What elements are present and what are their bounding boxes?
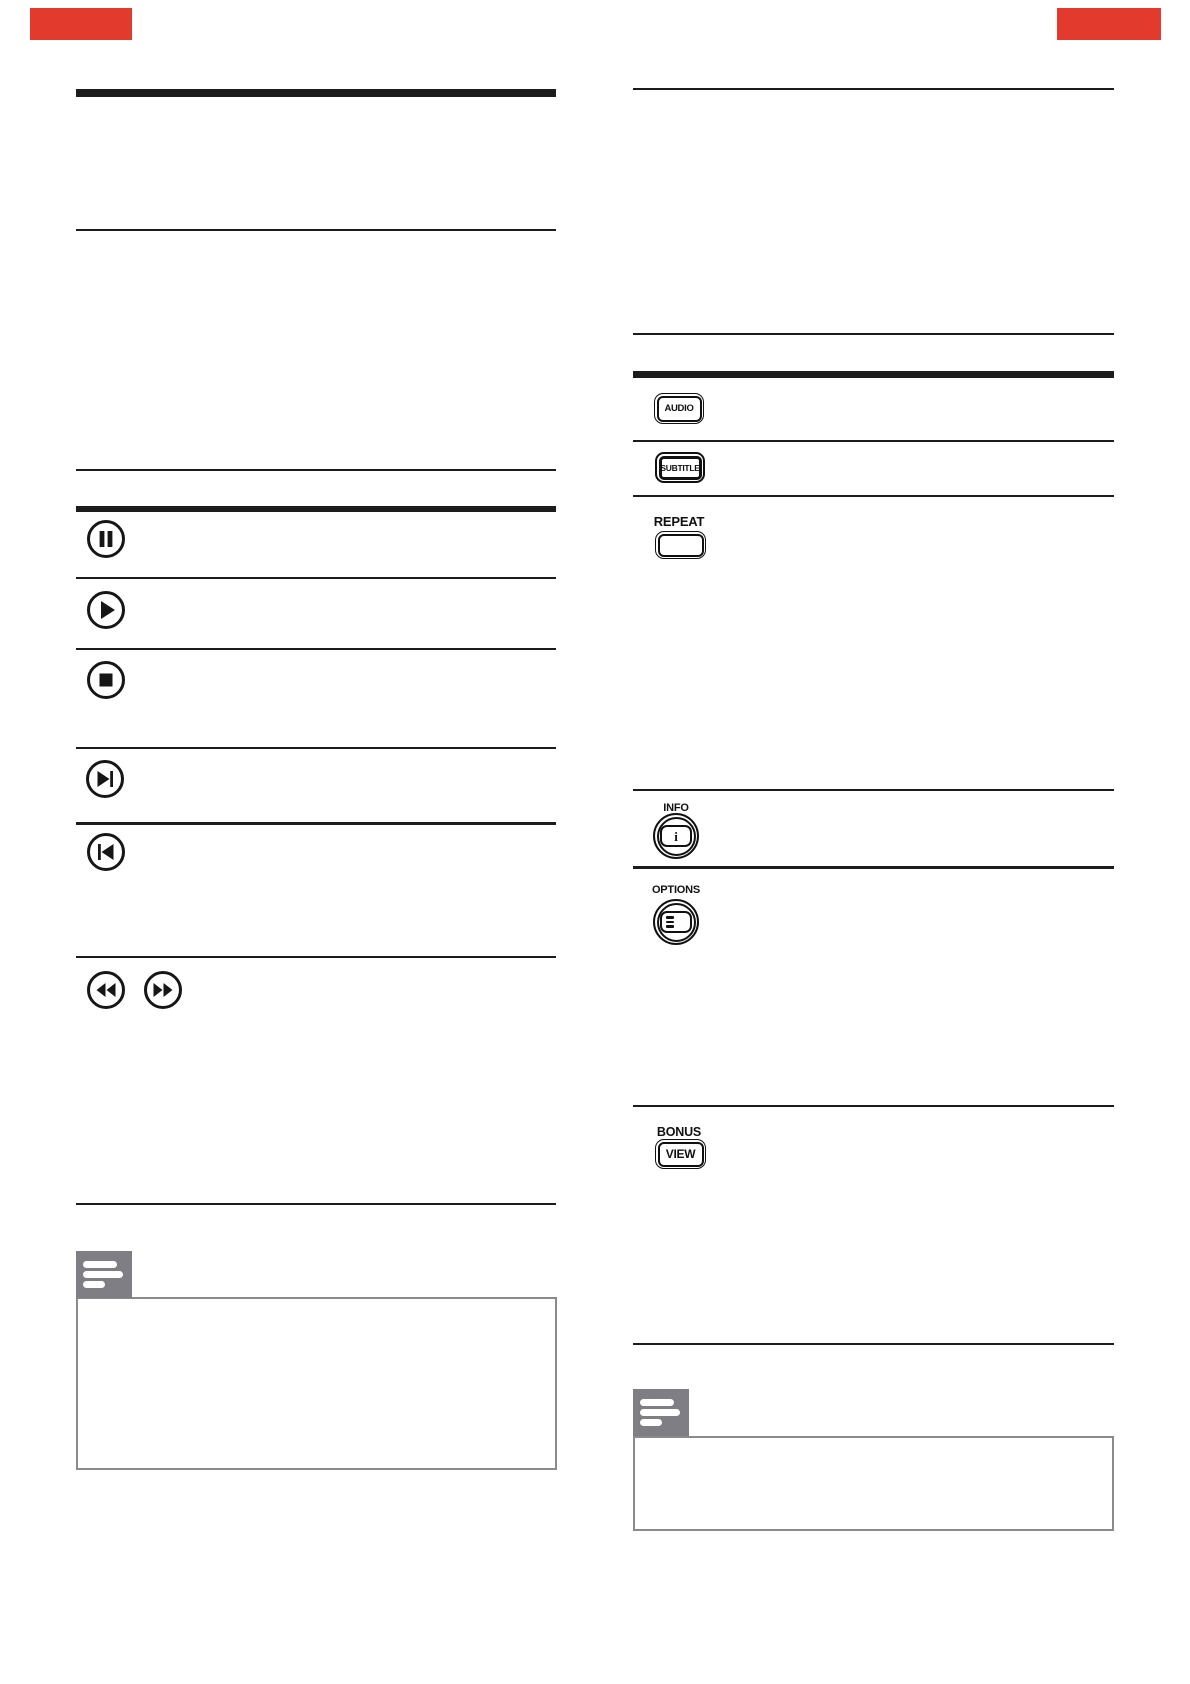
bonus-button-label: BONUS xyxy=(656,1125,702,1139)
options-button-label: OPTIONS xyxy=(651,884,701,896)
info-button xyxy=(653,813,699,859)
bonus-view-button xyxy=(655,1139,706,1169)
row-divider xyxy=(76,956,556,958)
repeat-button-label: REPEAT xyxy=(653,514,705,529)
repeat-button xyxy=(655,531,706,559)
row-divider xyxy=(76,648,556,650)
row-divider xyxy=(633,789,1114,791)
info-button-label: INFO xyxy=(663,802,689,814)
rewind-circle-icon xyxy=(86,970,126,1010)
header-marker-right xyxy=(1057,8,1161,40)
skip-next-circle-icon xyxy=(85,759,125,799)
row-divider xyxy=(76,747,556,749)
left-section-end-divider xyxy=(76,1203,556,1205)
row-divider xyxy=(633,495,1114,497)
row-divider xyxy=(633,866,1114,869)
audio-button-text: AUDIO xyxy=(657,396,702,422)
note-lines-icon xyxy=(633,1389,689,1436)
note-lines-icon xyxy=(76,1251,132,1298)
note-box xyxy=(633,1436,1114,1531)
skip-previous-circle-icon xyxy=(86,832,126,872)
view-button-text: VIEW xyxy=(658,1142,704,1167)
row-divider xyxy=(76,577,556,579)
stop-circle-icon xyxy=(86,660,126,700)
subtitle-button xyxy=(655,452,705,483)
right-section-end-divider xyxy=(633,1343,1114,1345)
header-marker-left xyxy=(30,8,132,40)
row-divider xyxy=(633,1105,1114,1107)
row-divider xyxy=(76,822,556,825)
left-table-header-rule xyxy=(76,506,556,512)
options-button xyxy=(653,899,699,945)
fast-forward-circle-icon xyxy=(143,970,183,1010)
right-table-header-rule xyxy=(633,371,1114,378)
note-box xyxy=(76,1297,557,1470)
info-i-glyph: i xyxy=(674,828,678,844)
left-heading-rule xyxy=(76,89,556,97)
subtitle-button-text: SUBTITLE xyxy=(659,456,702,480)
row-divider xyxy=(633,440,1114,442)
right-section-divider xyxy=(633,333,1114,335)
right-top-divider xyxy=(633,88,1114,90)
left-section-divider xyxy=(76,229,556,231)
left-table-top-divider xyxy=(76,469,556,471)
audio-button xyxy=(654,393,704,424)
options-list-icon xyxy=(666,916,676,930)
pause-circle-icon xyxy=(86,519,126,559)
play-circle-icon xyxy=(86,590,126,630)
